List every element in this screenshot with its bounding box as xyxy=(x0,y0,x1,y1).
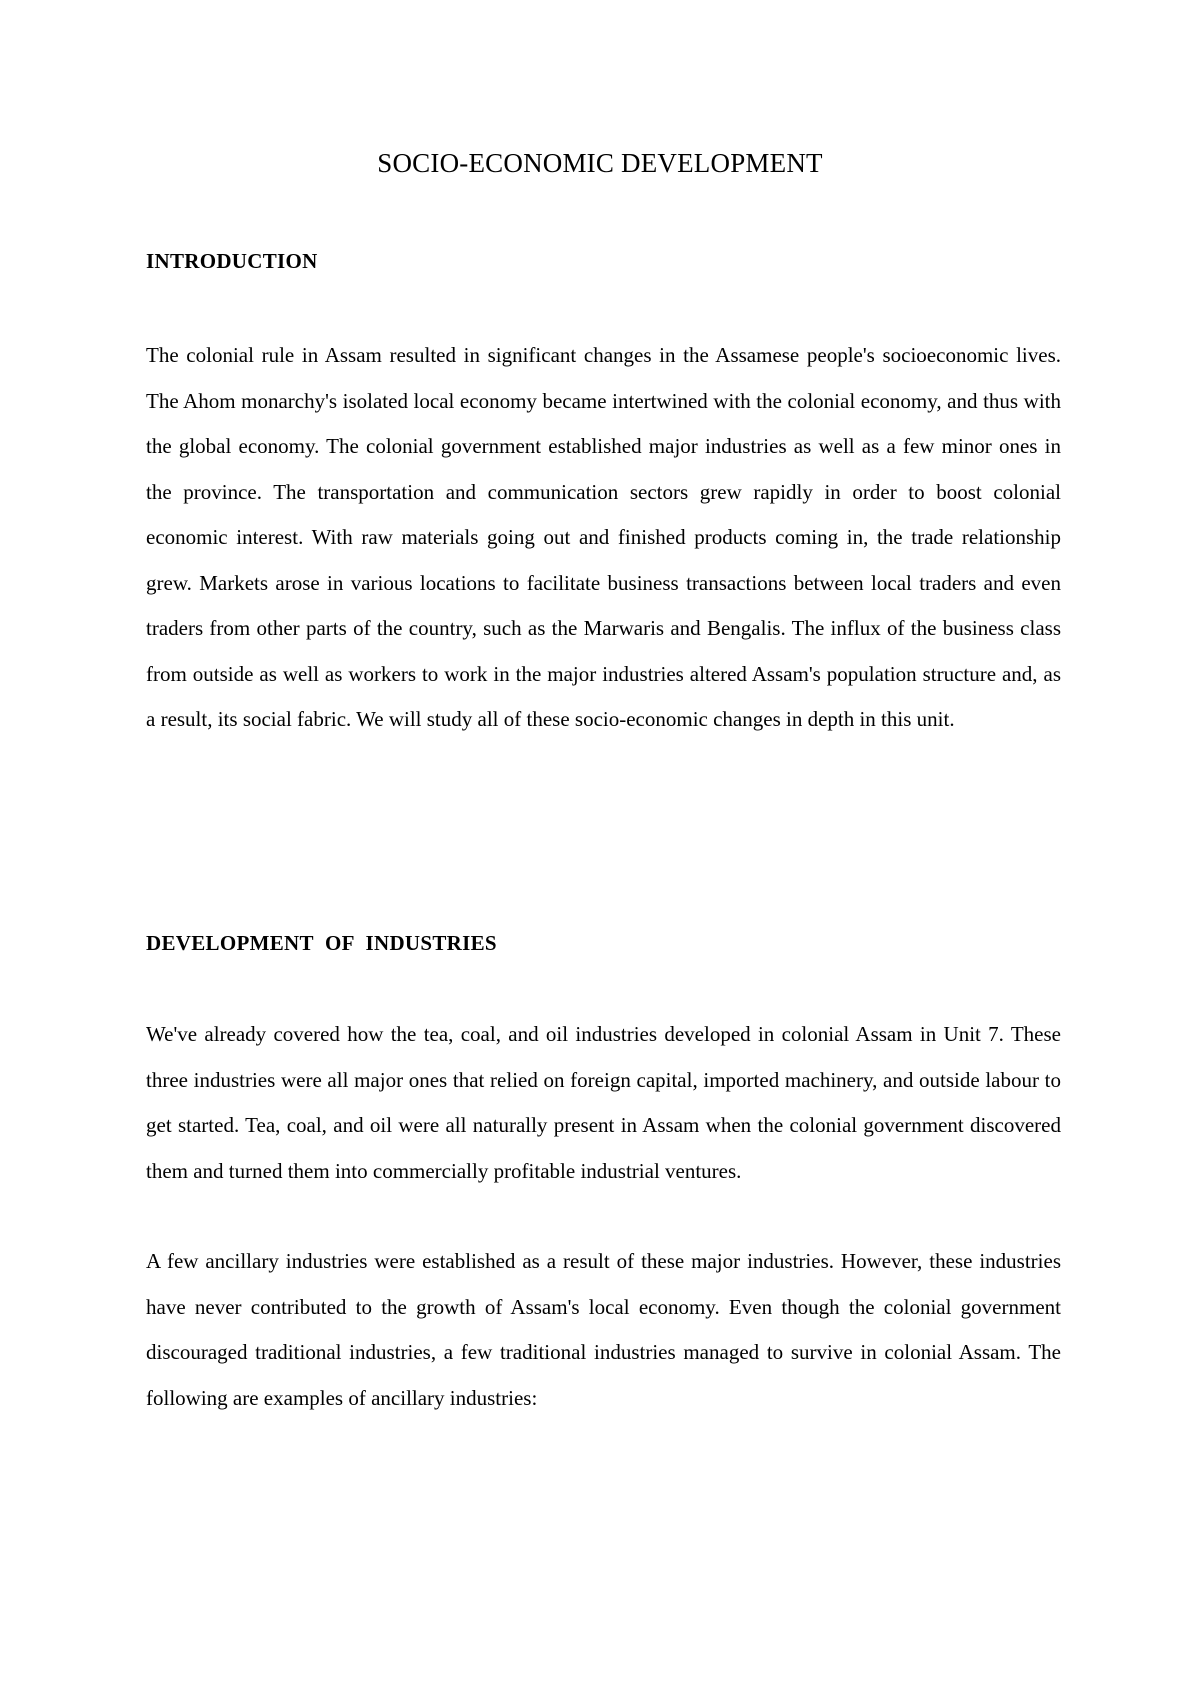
section-heading-development-of-industries: DEVELOPMENT OF INDUSTRIES xyxy=(146,931,497,955)
section-heading-introduction: INTRODUCTION xyxy=(146,249,318,273)
introduction-paragraph: The colonial rule in Assam resulted in significant changes in the Assamese people's socioeconomic lives. The Ahom monarchy's isolated local economy became intertwined with the colonial economy, and thus with the global economy. The colonial government established major industries as well as a few minor ones in the province. The transportation and communication sectors grew rapidly in order to boost colonial economic interest. With raw materials going out and finished products coming in, the trade relationship grew. Markets arose in various locations to facilitate business transactions between local traders and even traders from other parts of the country, such as the Marwaris and Bengalis. The influx of the business class from outside as well as workers to work in the major industries altered Assam's population structure and, as a result, its social fabric. We will study all of these socio-economic changes in depth in this unit. xyxy=(146,343,1061,731)
industries-paragraph-1: We've already covered how the tea, coal, and oil industries developed in colonial Assam in Unit 7. These three industries were all major ones that relied on foreign capital, imported machinery, and outside labour to get started. Tea, coal, and oil were all naturally present in Assam when the colonial government discovered them and turned them into commercially profitable industrial ventures. xyxy=(146,1022,1061,1183)
document-title: SOCIO-ECONOMIC DEVELOPMENT xyxy=(377,148,823,178)
industries-paragraph-2: A few ancillary industries were established as a result of these major industries. However, these industries have never contributed to the growth of Assam's local economy. Even though the colonial government discouraged traditional industries, a few traditional industries managed to survive in colonial Assam. The following are examples of ancillary industries: xyxy=(146,1249,1061,1410)
